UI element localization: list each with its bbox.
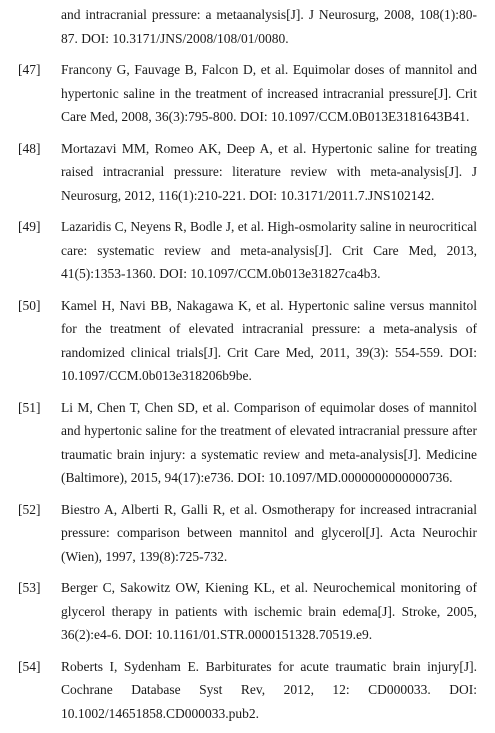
reference-text: Roberts I, Sydenham E. Barbiturates for acute traumatic brain injury[J]. Cochrane Database Syst Rev, 2012, 12: CD000033. DOI: 10.1002/14651858.CD000033.pub2. <box>61 658 477 721</box>
reference-text: Lazaridis C, Neyens R, Bodle J, et al. High-osmolarity saline in neurocritical care: systematic review and meta-analysis[J]. Crit Care Med, 2013, 41(5):1353-1360. DOI: 10.1097/CCM.0b013e31827ca4b3. <box>61 219 477 281</box>
reference-text: Berger C, Sakowitz OW, Kiening KL, et al. Neurochemical monitoring of glycerol therapy in patients with ischemic brain edema[J]. Stroke, 2005, 36(2):e4-6. DOI: 10.1161/01.STR.0000151328.70519.e9. <box>61 580 477 642</box>
reference-item-54 <box>0 655 495 726</box>
reference-item-52 <box>0 498 495 569</box>
reference-number: [50] <box>18 297 41 313</box>
reference-item-53 <box>0 576 495 647</box>
reference-item-47 <box>0 58 495 129</box>
reference-number: [53] <box>18 580 41 595</box>
reference-list <box>0 3 495 733</box>
reference-item-49 <box>0 215 495 286</box>
reference-number: [52] <box>18 501 41 517</box>
reference-text: and intracranial pressure: a metaanalysis[J]. J Neurosurg, 2008, 108(1):80-87. DOI: 10.3171/JNS/2008/108/01/0080. <box>61 7 477 46</box>
reference-number: [49] <box>18 219 41 234</box>
reference-number: [51] <box>18 399 41 415</box>
reference-item-46-continued <box>0 3 495 50</box>
reference-item-48 <box>0 137 495 208</box>
reference-item-51 <box>0 396 495 490</box>
reference-text: Biestro A, Alberti R, Galli R, et al. Osmotherapy for increased intracranial pressure: comparison between mannitol and glycerol[J]. Acta Neurochir (Wien), 1997, 139(8):725-732. <box>61 501 477 564</box>
reference-text: Kamel H, Navi BB, Nakagawa K, et al. Hypertonic saline versus mannitol for the treatment of elevated intracranial pressure: a meta-analysis of randomized clinical trials[J]. Crit Care Med, 2011, 39(3): 554-559. DOI: 10.1097/CCM.0b013e318206b9be. <box>61 297 477 383</box>
reference-number: [48] <box>18 140 41 156</box>
reference-number: [54] <box>18 658 41 674</box>
reference-text: Francony G, Fauvage B, Falcon D, et al. Equimolar doses of mannitol and hypertonic saline in the treatment of increased intracranial pressure[J]. Crit Care Med, 2008, 36(3):795-800. DOI: 10.1097/CCM.0B013E3181643B41. <box>61 62 477 124</box>
reference-text: Li M, Chen T, Chen SD, et al. Comparison of equimolar doses of mannitol and hypertonic saline for the treatment of elevated intracranial pressure after traumatic brain injury: a systematic review and meta-analysis[J]. Medicine (Baltimore), 2015, 94(17):e736. DOI: 10.1097/MD.0000000000000736. <box>61 399 477 485</box>
reference-text: Mortazavi MM, Romeo AK, Deep A, et al. Hypertonic saline for treating raised intracranial pressure: literature review with meta-analysis[J]. J Neurosurg, 2012, 116(1):210-221. DOI: 10.3171/2011.7.JNS102142. <box>61 140 477 203</box>
reference-item-50 <box>0 294 495 388</box>
reference-number: [47] <box>18 62 41 77</box>
